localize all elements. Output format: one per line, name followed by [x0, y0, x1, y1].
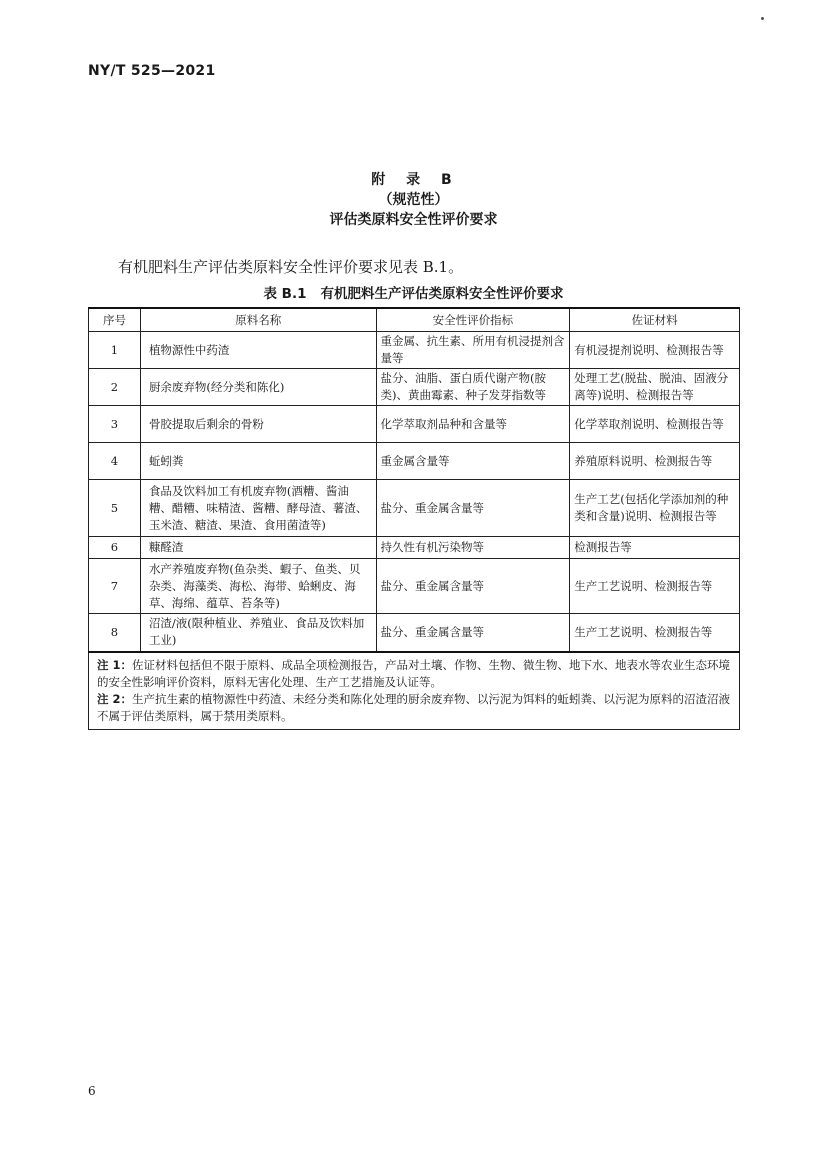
- note-2: [97, 691, 733, 725]
- row-number: 5: [89, 480, 141, 537]
- row-number: 7: [89, 559, 141, 614]
- table-row: [89, 369, 740, 406]
- row-number: 2: [89, 369, 141, 406]
- document-code: NY/T 525—2021: [88, 63, 216, 79]
- column-header-indicator: 安全性评价指标: [376, 308, 570, 332]
- evidence-material: 养殖原料说明、检测报告等: [570, 443, 740, 480]
- table-row: [89, 332, 740, 369]
- page-number: 6: [88, 1084, 96, 1098]
- column-header-name: 原料名称: [140, 308, 376, 332]
- table-row: [89, 559, 740, 614]
- row-number: 1: [89, 332, 141, 369]
- safety-indicator: 化学萃取剂品种和含量等: [376, 406, 570, 443]
- evidence-material: 化学萃取剂说明、检测报告等: [570, 406, 740, 443]
- note-1-label: 注 1：: [97, 657, 133, 672]
- material-name: 骨胶提取后剩余的骨粉: [140, 406, 376, 443]
- note-1: [97, 657, 733, 691]
- evidence-material: 检测报告等: [570, 537, 740, 559]
- table-caption: [0, 282, 827, 302]
- material-name: 水产养殖废弃物(鱼杂类、蝦子、鱼类、贝杂类、海藻类、海松、海带、蛤蜊皮、海草、海绵、蕴草、苔条等): [140, 559, 376, 614]
- appendix-label: 附 录 B: [371, 172, 456, 188]
- row-number: 8: [89, 614, 141, 652]
- table-caption-number: 表 B.1: [263, 286, 307, 302]
- appendix-title-block: [0, 170, 827, 230]
- safety-indicator: 重金属含量等: [376, 443, 570, 480]
- column-header-no: 序号: [89, 308, 141, 332]
- table-row: [89, 480, 740, 537]
- evidence-material: 处理工艺(脱盐、脱油、固液分离等)说明、检测报告等: [570, 369, 740, 406]
- scan-dot: [761, 17, 764, 20]
- row-number: 3: [89, 406, 141, 443]
- intro-paragraph: 有机肥料生产评估类原料安全性评价要求见表 B.1。: [118, 258, 464, 276]
- safety-indicator: 盐分、重金属含量等: [376, 480, 570, 537]
- material-name: 蚯蚓粪: [140, 443, 376, 480]
- table-row: [89, 406, 740, 443]
- material-name: 沼渣/液(限种植业、养殖业、食品及饮料加工业): [140, 614, 376, 652]
- table-notes: [89, 652, 740, 730]
- evidence-material: 有机浸提剂说明、检测报告等: [570, 332, 740, 369]
- table-header-row: [89, 308, 740, 332]
- safety-indicator: 盐分、重金属含量等: [376, 614, 570, 652]
- column-header-evidence: 佐证材料: [570, 308, 740, 332]
- evidence-material: 生产工艺说明、检测报告等: [570, 614, 740, 652]
- appendix-subtitle: （规范性）: [378, 192, 449, 208]
- safety-evaluation-table: [88, 307, 740, 730]
- table-row: [89, 443, 740, 480]
- row-number: 6: [89, 537, 141, 559]
- note-2-label: 注 2：: [97, 691, 133, 706]
- material-name: 厨余废弃物(经分类和陈化): [140, 369, 376, 406]
- material-name: 食品及饮料加工有机废弃物(酒糟、酱油糟、醋糟、味精渣、酱糟、酵母渣、薯渣、玉米渣、糖渣、果渣、食用菌渣等): [140, 480, 376, 537]
- material-name: 糠醛渣: [140, 537, 376, 559]
- material-name: 植物源性中药渣: [140, 332, 376, 369]
- table-notes-row: [89, 652, 740, 730]
- safety-indicator: 盐分、油脂、蛋白质代谢产物(胺类)、黄曲霉素、种子发芽指数等: [376, 369, 570, 406]
- safety-indicator: 持久性有机污染物等: [376, 537, 570, 559]
- row-number: 4: [89, 443, 141, 480]
- evidence-material: 生产工艺说明、检测报告等: [570, 559, 740, 614]
- note-1-text: 佐证材料包括但不限于原料、成品全项检测报告，产品对土壤、作物、生物、微生物、地下水、地表水等农业生态环境的安全性影响评价资料，原料无害化处理、生产工艺措施及认证等。: [97, 657, 731, 689]
- safety-indicator: 重金属、抗生素、所用有机浸提剂含量等: [376, 332, 570, 369]
- evidence-material: 生产工艺(包括化学添加剂的种类和含量)说明、检测报告等: [570, 480, 740, 537]
- table-row: [89, 614, 740, 652]
- safety-indicator: 盐分、重金属含量等: [376, 559, 570, 614]
- table-caption-title: 有机肥料生产评估类原料安全性评价要求: [320, 286, 564, 302]
- appendix-heading: 评估类原料安全性评价要求: [329, 212, 498, 228]
- table-row: [89, 537, 740, 559]
- note-2-text: 生产抗生素的植物源性中药渣、未经分类和陈化处理的厨余废弃物、以污泥为饵料的蚯蚓粪、以污泥为原料的沼渣沼液不属于评估类原料，属于禁用类原料。: [97, 691, 731, 723]
